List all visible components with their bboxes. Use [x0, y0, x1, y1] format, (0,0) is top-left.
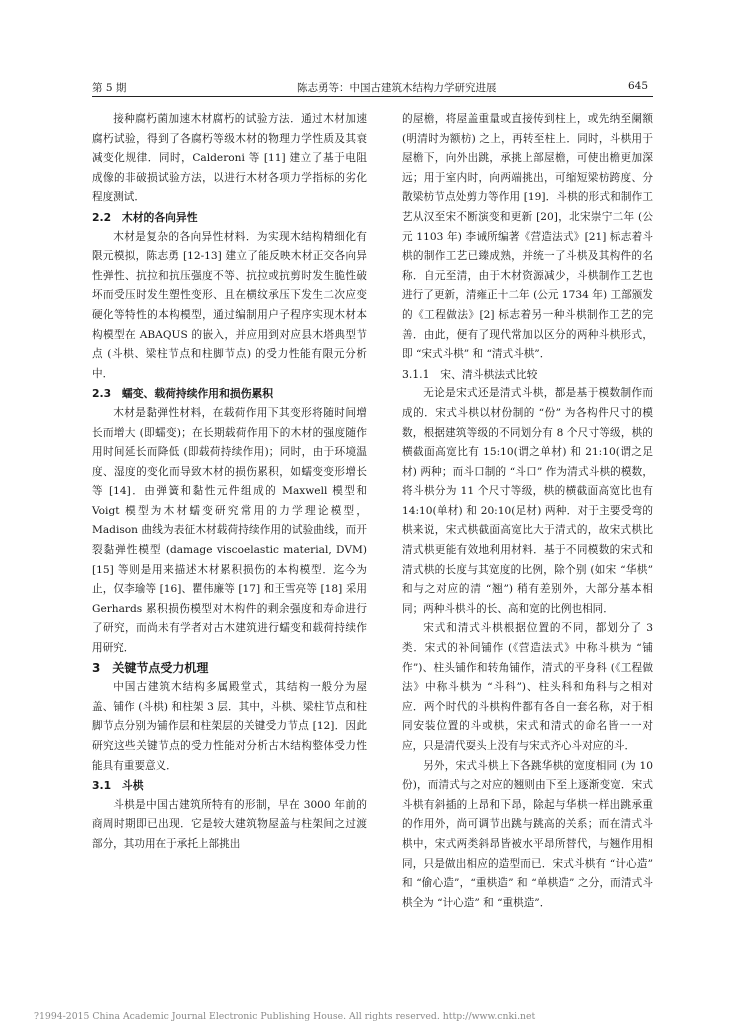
subsubsection-heading: 3.1.1 宋、清斗栱法式比较	[402, 367, 538, 381]
paragraph: 无论是宋式还是清式斗栱，都是基于模数制作而成的．宋式斗栱以材份制的 “份” 为各构件尺寸的模数，根据建筑等级的不同划分有 8 个尺寸等级，栱的横截面高宽比有 15:10(谓之单材) 和 21:10(谓之足材) 两种；而斗口制的 “斗口” 作为清式斗栱的模数，将斗栱分为 11 个尺寸等级，栱的横截面高宽比也有 14:10(单材) 和 20:10(足材) 两种．对于主要受弯的栱来说，宋式栱截面高宽比大于清式的，故宋式栱比清式栱更能有效地利用材料．基于不同模数的宋式和清式栱的长度与其宽度的比例，除个别 (如宋 “华栱” 和与之对应的清 “翘”) 稍有差别外，大部分基本相同；两种斗栱斗的长、高和宽的比例也相同．	[402, 387, 653, 615]
paragraph: 斗栱是中国古建筑所特有的形制，早在 3000 年前的商周时期即已出现．它是较大建筑物屋盖与柱架间之过渡部分，其功用在于承托上部挑出	[92, 798, 367, 850]
section-heading: 3 关键节点受力机理	[92, 660, 209, 675]
paragraph: 中国古建筑木结构多属殿堂式，其结构一般分为屋盖、铺作 (斗栱) 和柱架 3 层．其中，斗栱、梁柱节点和柱脚节点分别为铺作层和柱架层的关键受力节点 [12]．因此研究这些关键节点的受力性能对分析古木结构整体受力性能具有重要意义．	[92, 681, 367, 772]
header-rule	[92, 96, 653, 97]
header-page-number: 645	[628, 80, 649, 92]
subsection-heading: 3.1 斗栱	[92, 779, 144, 793]
right-column	[402, 110, 653, 913]
paragraph: 另外，宋式斗栱上下各跳华栱的宽度相同 (为 10 份)，而清式与之对应的翘则由下至上逐渐变宽．宋式斗栱有斜插的上昂和下昂，除起与华栱一样出跳承重的作用外，尚可调节出跳与跳高的关系；而在清式斗栱中，宋式两类斜昂皆被水平昂所替代，与翘作用相同，只是做出相应的造型而已．宋式斗栱有 “计心造” 和 “偷心造”，“重栱造” 和 “单栱造” 之分，而清式斗栱全为 “计心造” 和 “重栱造”．	[402, 759, 653, 909]
footer-copyright: ?1994-2015 China Academic Journal Electronic Publishing House. All rights reserved. http://www.cnki.net	[34, 1011, 536, 1022]
left-column	[92, 110, 367, 855]
header-running-title: 陈志勇等：中国古建筑木结构力学研究进展	[297, 82, 497, 94]
paragraph: 的屋檐，将屋盖重量或直接传到柱上，或先纳至阑额 (明清时为额枋) 之上，再转至柱上．同时，斗栱用于屋檐下，向外出跳，承挑上部屋檐，可使出檐更加深远；用于室内时，向两端挑出，可缩短梁枋跨度、分散梁枋节点处剪力等作用 [19]．斗栱的形式和制作工艺从汉至宋不断演变和更新 [20]，北宋崇宁二年 (公元 1103 年) 李诫所编著《营造法式》[21] 标志着斗栱的制作工艺已臻成熟，并统一了斗栱及其构件的名称．自元至清，由于木材资源减少，斗栱制作工艺也进行了更新，清雍正十二年 (公元 1734 年) 工部颁发的《工程做法》[2] 标志着另一种斗栱制作工艺的完善．由此，便有了现代常加以区分的两种斗栱形式，即 “宋式斗栱” 和 “清式斗栱”．	[402, 113, 653, 361]
paragraph: 接种腐朽菌加速木材腐朽的试验方法．通过木材加速腐朽试验，得到了各腐朽等级木材的物理力学性质及其衰减变化规律．同时，Calderoni 等 [11] 建立了基于电阻成像的非破损试验方法，以进行木材各项力学指标的劣化程度测试．	[92, 113, 367, 204]
paragraph: 木材是黏弹性材料，在载荷作用下其变形将随时间增长而增大 (即蠕变)；在长期载荷作用下的木材的强度随作用时间延长而降低 (即载荷持续作用)；同时，由于环境温度、湿度的变化而导致木材的损伤累积，如蠕变变形增长等 [14]．由弹簧和黏性元件组成的 Maxwell 模型和 Voigt 模型为木材蠕变研究常用的力学理论模型，Madison 曲线为表征木材载荷持续作用的试验曲线，而开裂黏弹性模型 (damage viscoelastic material, DVM) [15] 等则是用来描述木材累积损伤的本构模型．迄今为止，仅李瑜等 [16]、瞿伟廉等 [17] 和王雪亮等 [18] 采用 Gerhards 累积损伤模型对木构件的剩余强度和寿命进行了研究，而尚未有学者对古木建筑进行蠕变和载荷持续作用研究．	[92, 406, 367, 655]
paragraph: 宋式和清式斗栱根据位置的不同，都划分了 3 类．宋式的补间铺作 (《营造法式》中称斗栱为 “铺作”)、柱头铺作和转角铺作，清式的平身科 (《工程做法》中称斗栱为 “斗科”)、柱头科和角科与之相对应．两个时代的斗栱构件都有各自一套名称，对于相同安装位置的斗或栱，宋式和清式的命名皆一一对应，只是清代耍头上没有与宋式齐心斗对应的斗．	[402, 622, 653, 752]
subsection-heading: 2.2 木材的各向异性	[92, 210, 198, 224]
paragraph: 木材是复杂的各向异性材料．为实现木结构精细化有限元模拟，陈志勇 [12-13] 建立了能反映木材正交各向异性弹性、抗拉和抗压强度不等、抗拉或抗剪时发生脆性破坏而受压时发生塑性变形、且在横纹承压下发生二次应变硬化等特性的本构模型，通过编制用户子程序实现木材本构模型在 ABAQUS 的嵌入，并应用到对应县木塔典型节点 (斗栱、梁柱节点和柱脚节点) 的受力性能有限元分析中．	[92, 230, 367, 380]
subsection-heading: 2.3 蠕变、载荷持续作用和损伤累积	[92, 387, 274, 401]
header-issue: 第 5 期	[92, 82, 127, 94]
